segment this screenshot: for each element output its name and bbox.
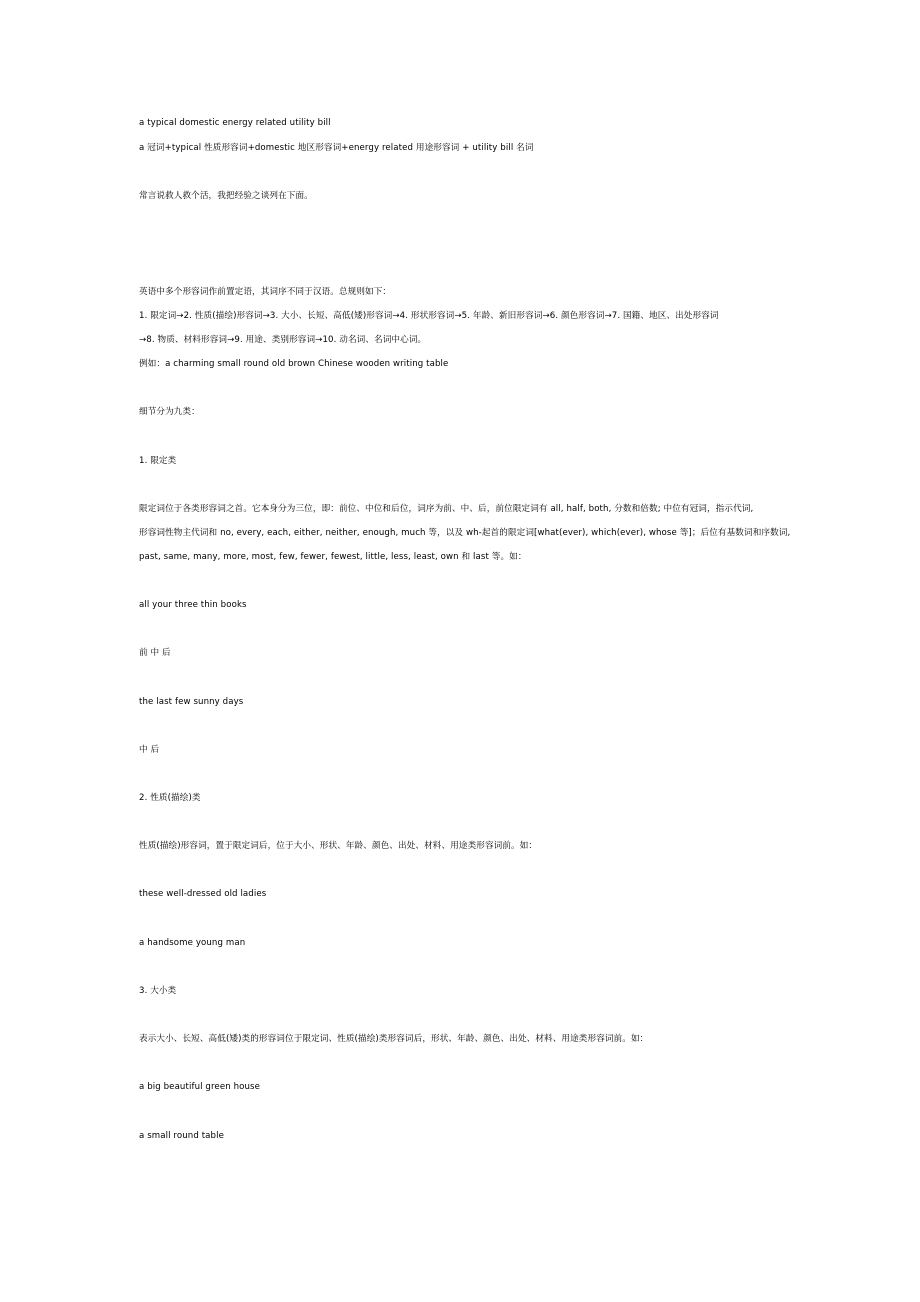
section-heading-2: 2. 性质(描绘)类 (139, 793, 201, 803)
section-heading-3: 3. 大小类 (139, 986, 177, 996)
rule-order-line-1: 1. 限定词→2. 性质(描绘)形容词→3. 大小、长短、高低(矮)形容词→4. 形状形容词→5. 年龄、新旧形容词→6. 颜色形容词→7. 国籍、地区、出处形容词 (139, 311, 719, 321)
section-heading-1: 1. 限定类 (139, 456, 177, 466)
categories-heading: 细节分为九类： (139, 407, 200, 417)
example-phrase: a typical domestic energy related utility bill (139, 118, 331, 128)
intro-sentence: 常言说救人救个活，我把经验之谈列在下面。 (139, 191, 313, 201)
phrase-breakdown: a 冠词+typical 性质形容词+domestic 地区形容词+energy related 用途形容词 + utility bill 名词 (139, 143, 534, 153)
section-1-paragraph-line-3: past, same, many, more, most, few, fewer, fewest, little, less, least, own 和 last 等。如： (139, 552, 527, 562)
example-1b-positions: 中 后 (139, 745, 160, 755)
section-1-paragraph-line-2: 形容词性物主代词和 no, every, each, either, neither, enough, much 等，以及 wh-起首的限定词[what(ever), which(ever), whose 等]；后位有基数词和序数词, (139, 528, 791, 538)
example-1b: the last few sunny days (139, 697, 244, 707)
example-3b: a small round table (139, 1131, 224, 1141)
example-2a: these well-dressed old ladies (139, 889, 267, 899)
section-3-paragraph: 表示大小、长短、高低(矮)类的形容词位于限定词、性质(描绘)类形容词后，形状、年龄、颜色、出处、材料、用途类形容词前。如： (139, 1034, 649, 1044)
rule-order-line-2: →8. 物质、材料形容词→9. 用途、类别形容词→10. 动名词、名词中心词。 (139, 335, 427, 345)
rule-intro: 英语中多个形容词作前置定语，其词序不同于汉语。总规则如下： (139, 287, 392, 297)
example-3a: a big beautiful green house (139, 1082, 260, 1092)
section-1-paragraph-line-1: 限定词位于各类形容词之首。它本身分为三位，即：前位、中位和后位，词序为前、中、后，前位限定词有 all, half, both, 分数和倍数; 中位有冠词，指示代词, (139, 504, 754, 514)
example-1a: all your three thin books (139, 600, 247, 610)
example-1a-positions: 前 中 后 (139, 648, 171, 658)
example-2b: a handsome young man (139, 938, 246, 948)
rule-example: 例如：a charming small round old brown Chinese wooden writing table (139, 359, 449, 369)
section-2-paragraph: 性质(描绘)形容词，置于限定词后，位于大小、形状、年龄、颜色、出处、材料、用途类形容词前。如： (139, 841, 538, 851)
